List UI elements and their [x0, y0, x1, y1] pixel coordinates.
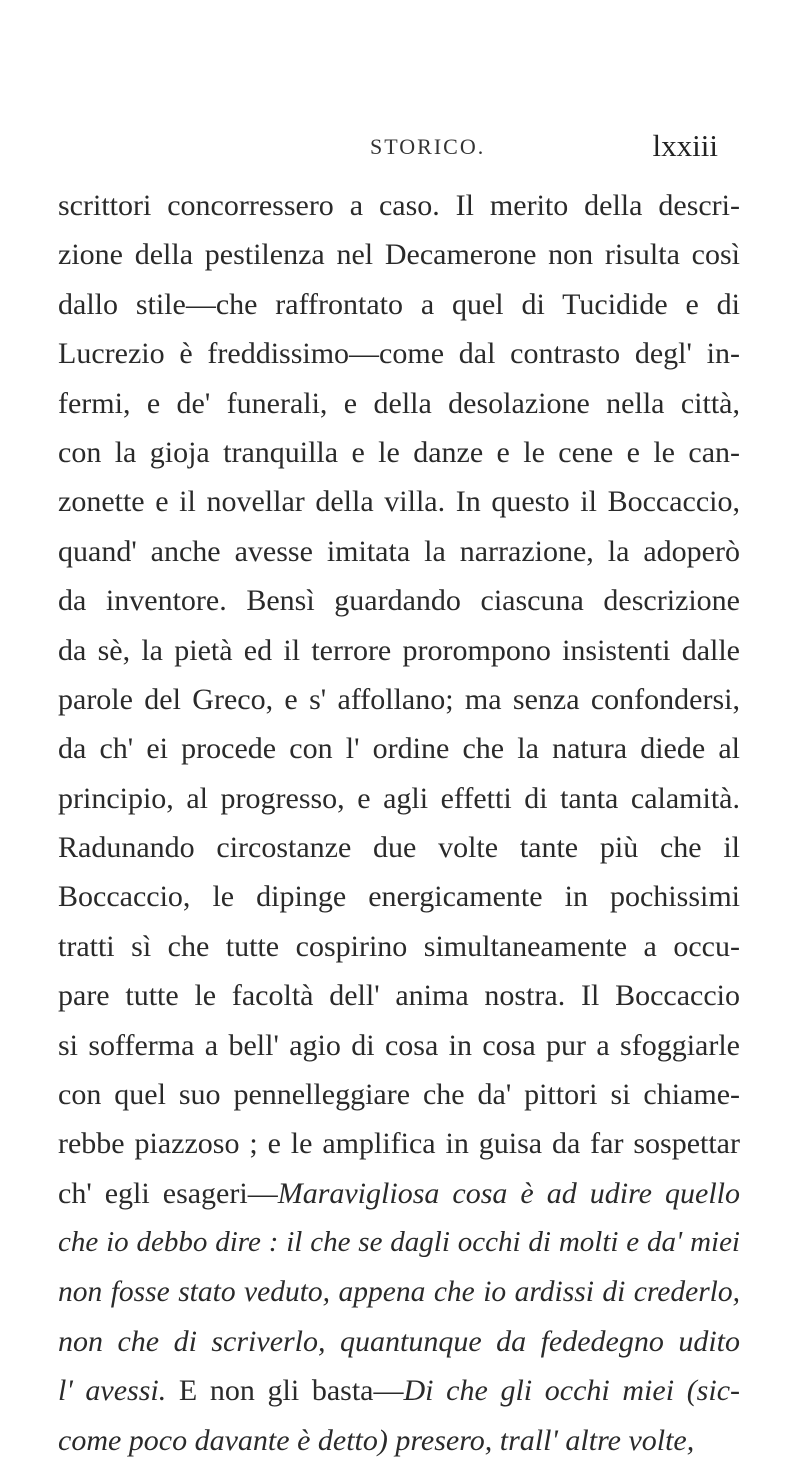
text-line — [58, 230, 740, 279]
text-span: scrittori concorressero a caso. Il merito della descri- — [58, 189, 740, 222]
text-line — [58, 1070, 740, 1119]
text-span: dallo stile—che raffrontato a quel di Tucidide e di — [58, 287, 740, 321]
text-line — [58, 576, 740, 625]
quotation-span: Di che gli occhi miei (sic- — [403, 1374, 740, 1408]
quotation-span: come poco davante è detto) presero, trall' altre volte, — [58, 1423, 695, 1457]
text-span: da inventore. Bensì guardando ciascuna descrizione — [58, 584, 740, 618]
text-line — [58, 922, 740, 971]
text-line — [58, 1169, 740, 1218]
text-line — [58, 280, 740, 329]
quotation-span: Maravigliosa cosa è ad udire quello — [277, 1176, 740, 1210]
text-span: zonette e il novellar della villa. In questo il Boccaccio, — [58, 485, 740, 519]
text-line — [58, 329, 740, 378]
quotation-span: l' avessi. — [58, 1374, 167, 1408]
text-span: ch' egli esageri— — [58, 1176, 278, 1210]
text-line — [58, 971, 740, 1020]
text-line — [58, 1218, 740, 1267]
text-span: tratti sì che tutte cospirino simultaneamente a occu- — [58, 929, 740, 963]
text-span: principio, al progresso, e agli effetti di tanta calamità. — [58, 781, 740, 815]
text-span: con quel suo pennelleggiare che da' pittori si chiame- — [58, 1078, 740, 1112]
text-span: quand' anche avesse imitata la narrazione, la adoperò — [58, 534, 740, 568]
running-head — [0, 128, 800, 168]
text-span: da ch' ei procede con l' ordine che la natura diede al — [58, 732, 740, 766]
text-span: zione della pestilenza nel Decamerone non risulta così — [58, 238, 740, 272]
text-span: da sè, la pietà ed il terrore prorompono insistenti dalle — [58, 633, 740, 667]
text-span: fermi, e de' funerali, e della desolazione nella città, — [58, 386, 740, 420]
quotation-span: che io debbo dire : il che se dagli occhi di molti e da' miei — [58, 1226, 740, 1259]
text-line — [58, 1268, 740, 1317]
text-line — [58, 872, 740, 921]
text-line — [58, 181, 740, 230]
text-span: Boccaccio, le dipinge energicamente in pochissimi — [58, 880, 740, 914]
text-span: pare tutte le facoltà dell' anima nostra. Il Boccaccio — [58, 979, 740, 1013]
text-line — [58, 1366, 740, 1415]
text-line — [58, 379, 740, 428]
text-span: Radunando circostanze due volte tante più che il — [58, 831, 740, 865]
text-line — [58, 675, 740, 724]
text-line — [58, 477, 740, 526]
text-span: si sofferma a bell' agio di cosa in cosa pur a sfoggiarle — [58, 1028, 740, 1062]
text-span: rebbe piazzoso ; e le amplifica in guisa da far sospettar — [58, 1127, 740, 1161]
text-line — [58, 428, 740, 477]
text-line — [58, 724, 740, 773]
page-number: lxxiii — [652, 128, 718, 163]
text-span: Lucrezio è freddissimo—come dal contrasto degl' in- — [58, 337, 740, 371]
text-span: con la gioja tranquilla e le danze e le cene e le can- — [58, 435, 740, 469]
text-line — [58, 1119, 740, 1168]
text-line — [58, 626, 740, 675]
text-line — [58, 1416, 740, 1465]
text-line — [58, 527, 740, 576]
text-line — [58, 823, 740, 872]
body-text — [58, 181, 740, 1465]
text-line — [58, 774, 740, 823]
running-title: STORICO. — [370, 134, 486, 159]
quotation-span: non fosse stato veduto, appena che io ardissi di crederlo, — [58, 1275, 740, 1308]
text-line — [58, 1317, 740, 1366]
quotation-span: non che di scriverlo, quantunque da fededegno udito — [58, 1324, 740, 1358]
text-span: parole del Greco, e s' affollano; ma senza confondersi, — [58, 682, 740, 716]
text-span: E non gli basta— — [166, 1374, 404, 1408]
text-line — [58, 1021, 740, 1070]
